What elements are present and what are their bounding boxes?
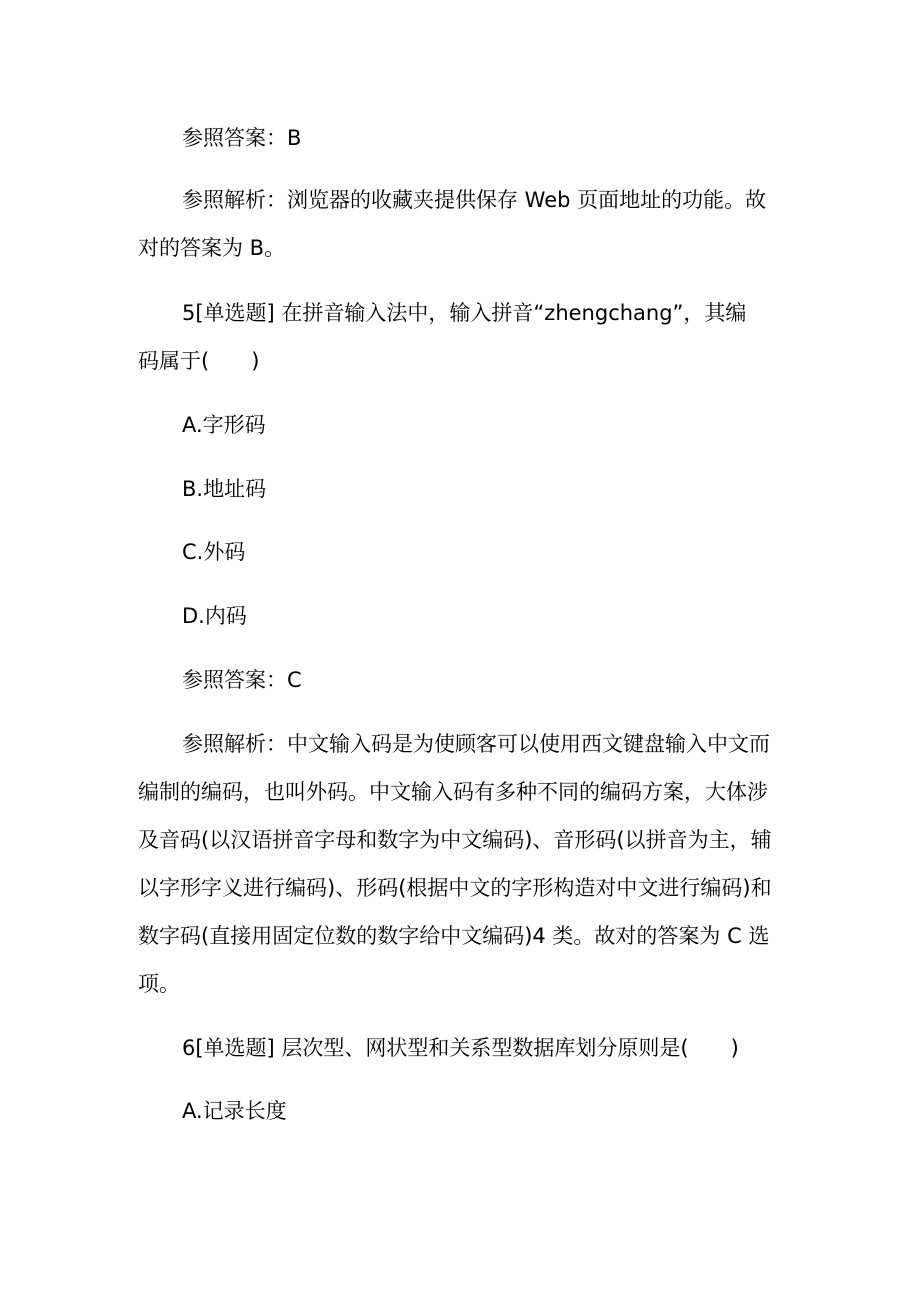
analysis-line: 以字形字义进行编码)、形码(根据中文的字形构造对中文进行编码)和	[138, 876, 772, 900]
question-line: 5[单选题] 在拼音输入法中，输入拼音“zhengchang”，其编	[182, 301, 747, 325]
option-b: B.地址码	[182, 477, 267, 501]
question-line: 码属于( )	[138, 349, 260, 373]
question-line: 6[单选题] 层次型、网状型和关系型数据库划分原则是( )	[182, 1036, 739, 1060]
answer-line: 参照答案：B	[182, 126, 302, 150]
analysis-line: 参照解析：浏览器的收藏夹提供保存 Web 页面地址的功能。故	[182, 188, 767, 212]
analysis-line: 对的答案为 B。	[138, 236, 286, 260]
analysis-line: 数字码(直接用固定位数的数字给中文编码)4 类。故对的答案为 C 选	[138, 924, 770, 948]
option-a: A.记录长度	[182, 1099, 287, 1123]
option-a: A.字形码	[182, 413, 266, 437]
option-d: D.内码	[182, 604, 247, 628]
option-c: C.外码	[182, 540, 246, 564]
analysis-line: 编制的编码，也叫外码。中文输入码有多种不同的编码方案，大体涉	[138, 780, 768, 804]
analysis-line: 及音码(以汉语拼音字母和数字为中文编码)、音形码(以拼音为主，辅	[138, 828, 772, 852]
analysis-line: 项。	[138, 972, 180, 996]
analysis-line: 参照解析：中文输入码是为使顾客可以使用西文键盘输入中文而	[182, 732, 770, 756]
answer-line: 参照答案：C	[182, 668, 302, 692]
